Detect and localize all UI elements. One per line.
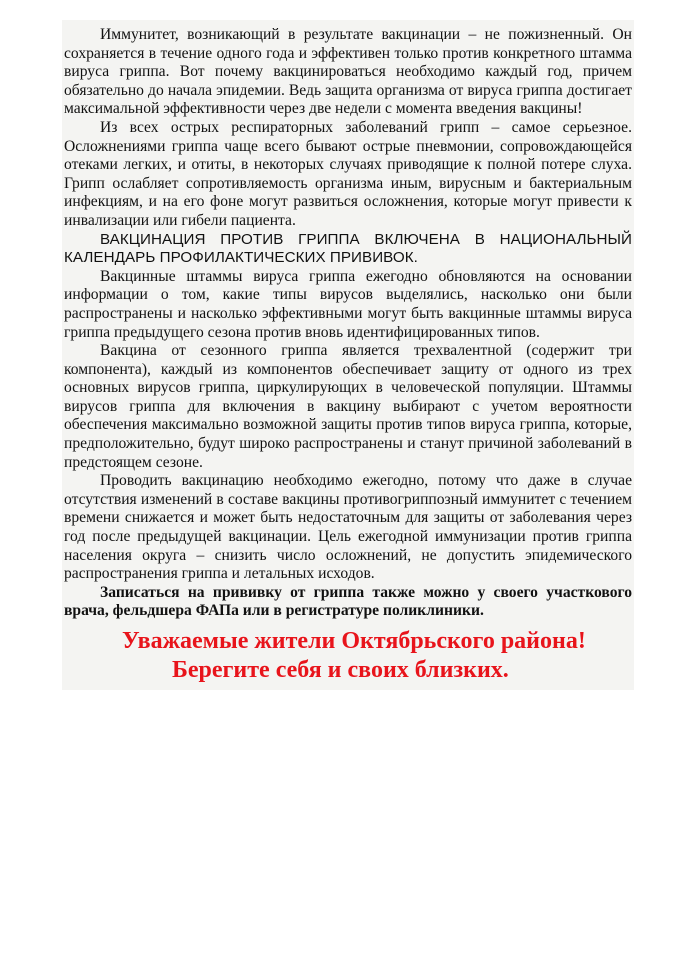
appeal-block [64,627,632,685]
appeal-line-residents: Уважаемые жители Октябрьского района! [122,628,586,654]
paragraph-immunity: Иммунитет, возникающий в результате вакцинации – не пожизненный. Он сохраняется в течение одного года и эффективен только против конкретного штамма вируса гриппа. Вот почему вакцинироваться необходимо каждый год, причем обязательно до начала эпидемии. Ведь защита организма от вируса гриппа достигает максимальной эффективности через две недели с момента введения вакцины! [64,26,632,118]
calendar-heading: ВАКЦИНАЦИЯ ПРОТИВ ГРИППА ВКЛЮЧЕНА В НАЦИОНАЛЬНЫЙ КАЛЕНДАРЬ ПРОФИЛАКТИЧЕСКИХ ПРИВИВОК. [64,230,632,267]
paragraph-complications: Из всех острых респираторных заболеваний грипп – самое серьезное. Осложнениями гриппа чаще всего бывают острые пневмонии, сопровождающейся отеками легких, и отиты, в некоторых случаях приводящие к полной потере слуха. Грипп ослабляет сопротивляемость организма иным, вирусным и бактериальным инфекциям, и на его фоне могут развиться осложнения, которые могут привести к инвализации или гибели пациента. [64,118,632,229]
signup-note: Записаться на прививку от гриппа также можно у своего участкового врача, фельдшера ФАПа или в регистратуре поликлиники. [64,583,632,620]
appeal-line-care: Берегите себя и своих близких. [172,657,509,683]
paragraph-strains: Вакцинные штаммы вируса гриппа ежегодно обновляются на основании информации о том, какие типы вирусов выделялись, насколько они были распространены и насколько эффективными могут быть вакцинные штаммы вируса гриппа предыдущего сезона против вновь идентифицированных типов. [64,267,632,341]
article-body [62,20,634,690]
paragraph-annual: Проводить вакцинацию необходимо ежегодно, потому что даже в случае отсутствия изменений в составе вакцины противогриппозный иммунитет с течением времени снижается и может быть недостаточным для защиты от заболевания через год после предыдущей вакцинации. Цель ежегодной иммунизации против гриппа населения округа – снизить число осложнений, не допустить эпидемического распространения гриппа и летальных исходов. [64,472,632,583]
paragraph-trivalent: Вакцина от сезонного гриппа является трехвалентной (содержит три компонента), каждый из компонентов обеспечивает защиту от одного из трех основных вирусов гриппа, циркулирующих в человеческой популяции. Штаммы вирусов гриппа для включения в вакцину выбирают с учетом вероятности обеспечения максимально возможной защиты против типов вируса гриппа, которые, предположительно, будут широко распространены и станут причиной заболеваний в предстоящем сезоне. [64,342,632,471]
